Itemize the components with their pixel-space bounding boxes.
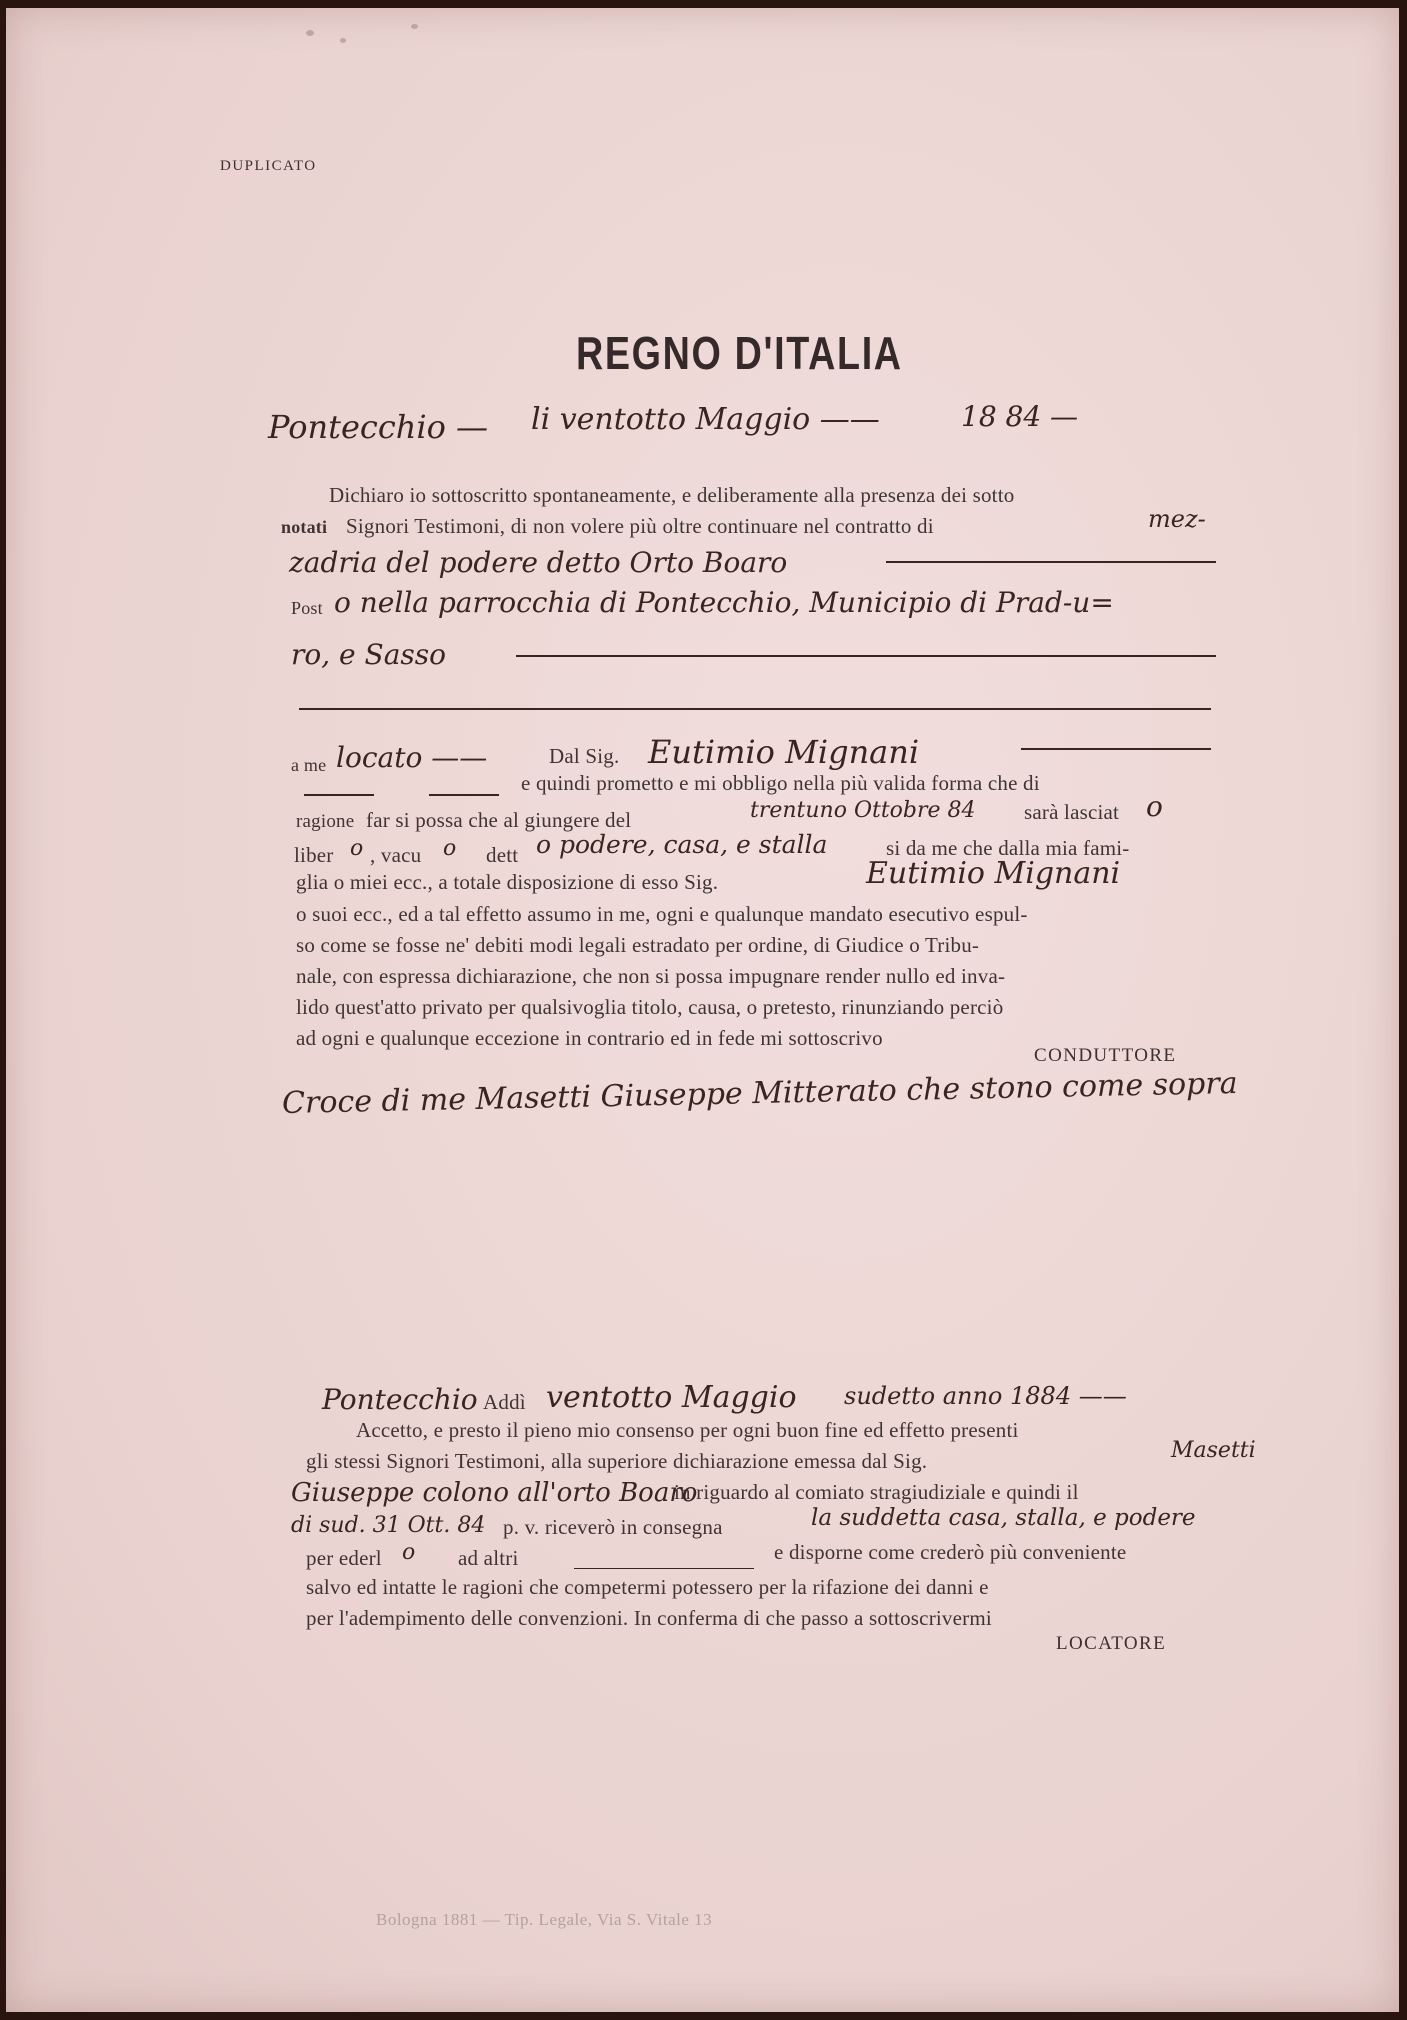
- blank-line: [886, 561, 1216, 563]
- dateline-date: li ventotto Maggio ——: [531, 402, 880, 437]
- decl-line-10-print4: si da me che dalla mia fami-: [886, 836, 1130, 860]
- locatore-label: LOCATORE: [1056, 1633, 1167, 1654]
- decl-line-4-hand: o nella parrocchia di Pontecchio, Municipio di Prad-u=: [334, 586, 1114, 619]
- decl-line-9-print2: sarà lasciat: [1024, 800, 1120, 824]
- ink-stain: [340, 38, 346, 43]
- accept-line-2-hand: Masetti: [1171, 1438, 1256, 1463]
- decl-line-10-print3: dett: [486, 843, 519, 867]
- accept-place: Pontecchio: [322, 1383, 478, 1416]
- accept-line-5-print3: e disporne come crederò più conveniente: [774, 1540, 1127, 1564]
- decl-line-13: so come se fosse ne' debiti modi legali estradato per ordine, di Giudice o Tribu-: [296, 933, 980, 957]
- accept-line-7: per l'adempimento delle convenzioni. In conferma di che passo a sottoscrivermi: [306, 1606, 992, 1630]
- dateline-place: Pontecchio —: [268, 408, 489, 446]
- decl-line-7-hand: locato ——: [336, 741, 488, 774]
- decl-line-10-hand: o: [350, 836, 364, 861]
- decl-line-12: o suoi ecc., ed a tal effetto assumo in me, ogni e qualunque mandato esecutivo espul-: [296, 902, 1028, 926]
- ink-stain: [306, 30, 314, 36]
- accept-line-1: Accetto, e presto il pieno mio consenso per ogni buon fine ed effetto presenti: [356, 1418, 1019, 1442]
- decl-line-15: lido quest'atto privato per qualsivoglia titolo, causa, o pretesto, rinunziando perciò: [296, 995, 1004, 1019]
- landlord-name-2: Eutimio Mignani: [866, 856, 1121, 891]
- document-title: REGNO D'ITALIA: [576, 327, 903, 379]
- accept-line-4-hand2: la suddetta casa, stalla, e podere: [811, 1505, 1196, 1531]
- decl-line-2: Signori Testimoni, di non volere più oltre continuare nel contratto di: [346, 514, 934, 538]
- accept-line-4: p. v. riceverò in consegna: [503, 1515, 723, 1539]
- decl-line-14: nale, con espressa dichiarazione, che non si possa impugnare render nullo ed inva-: [296, 964, 1006, 988]
- blank-line: [574, 1568, 754, 1569]
- decl-line-9-prefix: ragione: [296, 811, 355, 832]
- decl-line-10-hand2: o: [443, 836, 457, 861]
- decl-line-4-prefix: Post: [291, 598, 323, 618]
- document-page: [6, 8, 1399, 2012]
- accept-line-5-hand: o: [402, 1540, 416, 1565]
- duplicato-label: DUPLICATO: [220, 158, 317, 174]
- accept-line-5: per ederl: [306, 1546, 382, 1570]
- decl-line-9-hand: trentuno Ottobre 84: [750, 798, 976, 823]
- accept-line-5-print2: ad altri: [458, 1546, 519, 1570]
- decl-line-9-hand2: o: [1146, 790, 1163, 823]
- decl-line-2-prefix: notati: [281, 517, 328, 537]
- decl-line-11: glia o miei ecc., a totale disposizione di esso Sig.: [296, 870, 719, 894]
- decl-line-9: far si possa che al giungere del: [366, 808, 632, 832]
- tenant-signature: Croce di me Masetti Giuseppe Mitterato che stono come sopra: [281, 1065, 1238, 1122]
- decl-line-1: Dichiaro io sottoscritto spontaneamente, e deliberamente alla presenza dei sotto: [329, 483, 1015, 507]
- accept-date: ventotto Maggio: [546, 1380, 797, 1415]
- blank-line: [299, 708, 1211, 710]
- landlord-name: Eutimio Mignani: [648, 733, 920, 771]
- accept-line-6: salvo ed intatte le ragioni che competermi potessero per la rifazione dei danni e: [306, 1575, 989, 1599]
- conduttore-label: CONDUTTORE: [1034, 1045, 1177, 1066]
- decl-line-10-print2: , vacu: [370, 843, 422, 867]
- decl-line-3-hand: zadria del podere detto Orto Boaro: [289, 546, 788, 579]
- blank-line: [1021, 748, 1211, 750]
- decl-line-5-hand: ro, e Sasso: [291, 638, 446, 671]
- accept-line-4-hand: di sud. 31 Ott. 84: [291, 1513, 486, 1538]
- printer-imprint: Bologna 1881 — Tip. Legale, Via S. Vitale 13: [376, 1910, 713, 1929]
- decl-line-2-hand: mez-: [1148, 505, 1206, 533]
- decl-line-8: e quindi prometto e mi obbligo nella più valida forma che di: [521, 771, 1040, 795]
- ink-stain: [411, 24, 418, 29]
- decl-line-16: ad ogni e qualunque eccezione in contrario ed in fede mi sottoscrivo: [296, 1026, 883, 1050]
- blank-line: [429, 794, 499, 796]
- decl-line-7-prefix: a me: [291, 755, 327, 775]
- decl-line-10: liber: [294, 843, 334, 867]
- accept-date-rest: sudetto anno 1884 ——: [844, 1382, 1127, 1410]
- decl-line-7-print: Dal Sig.: [549, 744, 620, 768]
- decl-line-10-hand3: o podere, casa, e stalla: [536, 830, 828, 859]
- accept-line-3-hand: Giuseppe colono all'orto Boaro: [291, 1478, 698, 1508]
- accept-line-3: in riguardo al comiato stragiudiziale e quindi il: [674, 1480, 1079, 1504]
- blank-line: [516, 655, 1216, 657]
- accept-line-2: gli stessi Signori Testimoni, alla superiore dichiarazione emessa dal Sig.: [306, 1449, 928, 1473]
- blank-line: [304, 794, 374, 796]
- dateline-year: 18 84 —: [961, 400, 1079, 433]
- accept-addi: Addì: [483, 1390, 526, 1414]
